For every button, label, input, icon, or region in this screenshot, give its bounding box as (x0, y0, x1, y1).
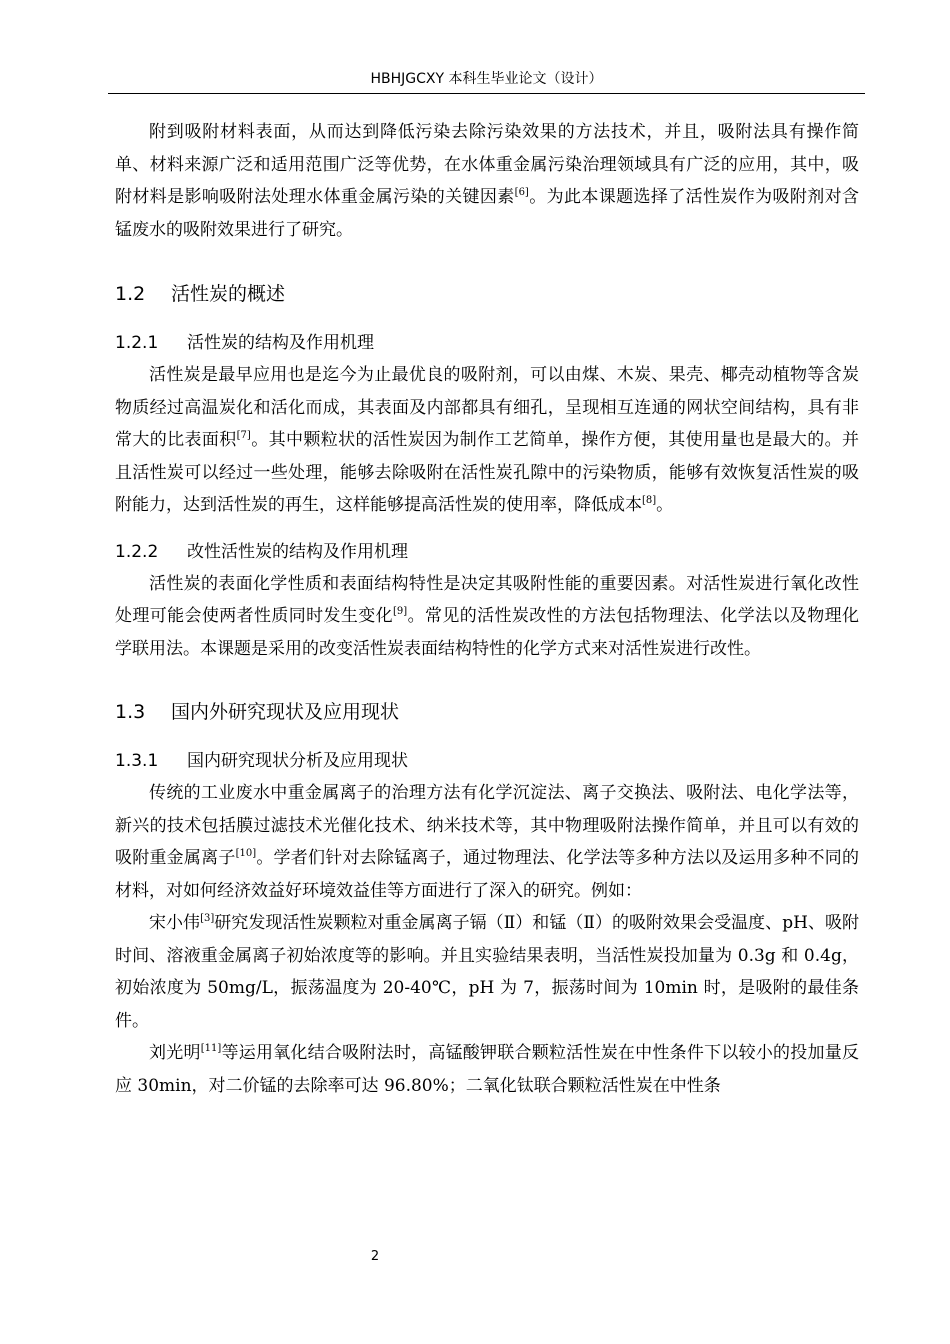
citation: [11] (200, 1043, 222, 1054)
citation: [6] (514, 187, 529, 198)
paragraph-1-2-2: 活性炭的表面化学性质和表面结构特性是决定其吸附性能的重要因素。对活性炭进行氧化改性处理可能会使两者性质同时发生变化[9]。常见的活性炭改性的方法包括物理法、化学法以及物理化学联用法。本课题是采用的改变活性炭表面结构特性的化学方式来对活性炭进行改性。 (115, 573, 860, 659)
paragraph-1-3-1-a: 传统的工业废水中重金属离子的治理方法有化学沉淀法、离子交换法、吸附法、电化学法等，新兴的技术包括膜过滤技术光催化技术、纳米技术等，其中物理吸附法操作简单，并且可以有效的吸附重金属离子[10]。学者们针对去除锰离子，通过物理法、化学法等多种方法以及运用多种不同的材料，对如何经济效益好环境效益佳等方面进行了深入的研究。例如： (115, 783, 859, 901)
page-number: 2 (370, 1249, 380, 1264)
paragraph-1-3-1-b: 宋小伟[3]研究发现活性炭颗粒对重金属离子镉（Ⅱ）和锰（Ⅱ）的吸附效果会受温度、pH、吸附时间、溶液重金属离子初始浓度等的影响。并且实验结果表明，当活性炭投加量为 0.3g 和 0.4g，初始浓度为 50mg/L，振荡温度为 20-40℃，pH 为 7，振荡时间为 10min 时，是吸附的最佳条件。 (115, 913, 859, 1031)
paragraph-1-3-1-c: 刘光明[11]等运用氧化结合吸附法时，高锰酸钾联合颗粒活性炭在中性条件下以较小的投加量反应 30min，对二价锰的去除率可达 96.80%；二氧化钛联合颗粒活性炭在中性条 (115, 1043, 860, 1096)
citation: [3] (200, 913, 215, 924)
paragraph-1-2-1: 活性炭是最早应用也是迄今为止最优良的吸附剂，可以由煤、木炭、果壳、椰壳动植物等含炭物质经过高温炭化和活化而成，其表面及内部都具有细孔，呈现相互连通的网状空间结构，具有非常大的比表面积[7]。其中颗粒状的活性炭因为制作工艺简单，操作方便，其使用量也是最大的。并且活性炭可以经过一些处理，能够去除吸附在活性炭孔隙中的污染物质，能够有效恢复活性炭的吸附能力，达到活性炭的再生，这样能够提高活性炭的使用率，降低成本[8]。 (115, 365, 860, 515)
citation: [7] (236, 430, 251, 441)
subsection-heading-1-2-2: 1.2.2 改性活性炭的结构及作用机理 (115, 541, 408, 562)
section-heading-1-2: 1.2 活性炭的概述 (115, 283, 286, 305)
page-header: HBHJGCXY 本科生毕业论文（设计） (370, 71, 603, 87)
subsection-heading-1-3-1: 1.3.1 国内研究现状分析及应用现状 (115, 751, 408, 771)
citation: [8] (642, 495, 657, 506)
citation: [9] (393, 606, 408, 617)
body-text (115, 116, 859, 1102)
intro-paragraph: 附到吸附材料表面，从而达到降低污染去除污染效果的方法技术，并且，吸附法具有操作简单、材料来源广泛和适用范围广泛等优势，在水体重金属污染治理领域具有广泛的应用，其中，吸附材料是影响吸附法处理水体重金属污染的关键因素[6]。为此本课题选择了活性炭作为吸附剂对含锰废水的吸附效果进行了研究。 (115, 122, 860, 240)
subsection-heading-1-2-1: 1.2.1 活性炭的结构及作用机理 (115, 333, 374, 353)
header-rule (108, 93, 865, 94)
section-heading-1-3: 1.3 国内外研究现状及应用现状 (115, 701, 400, 723)
citation: [10] (235, 848, 257, 859)
